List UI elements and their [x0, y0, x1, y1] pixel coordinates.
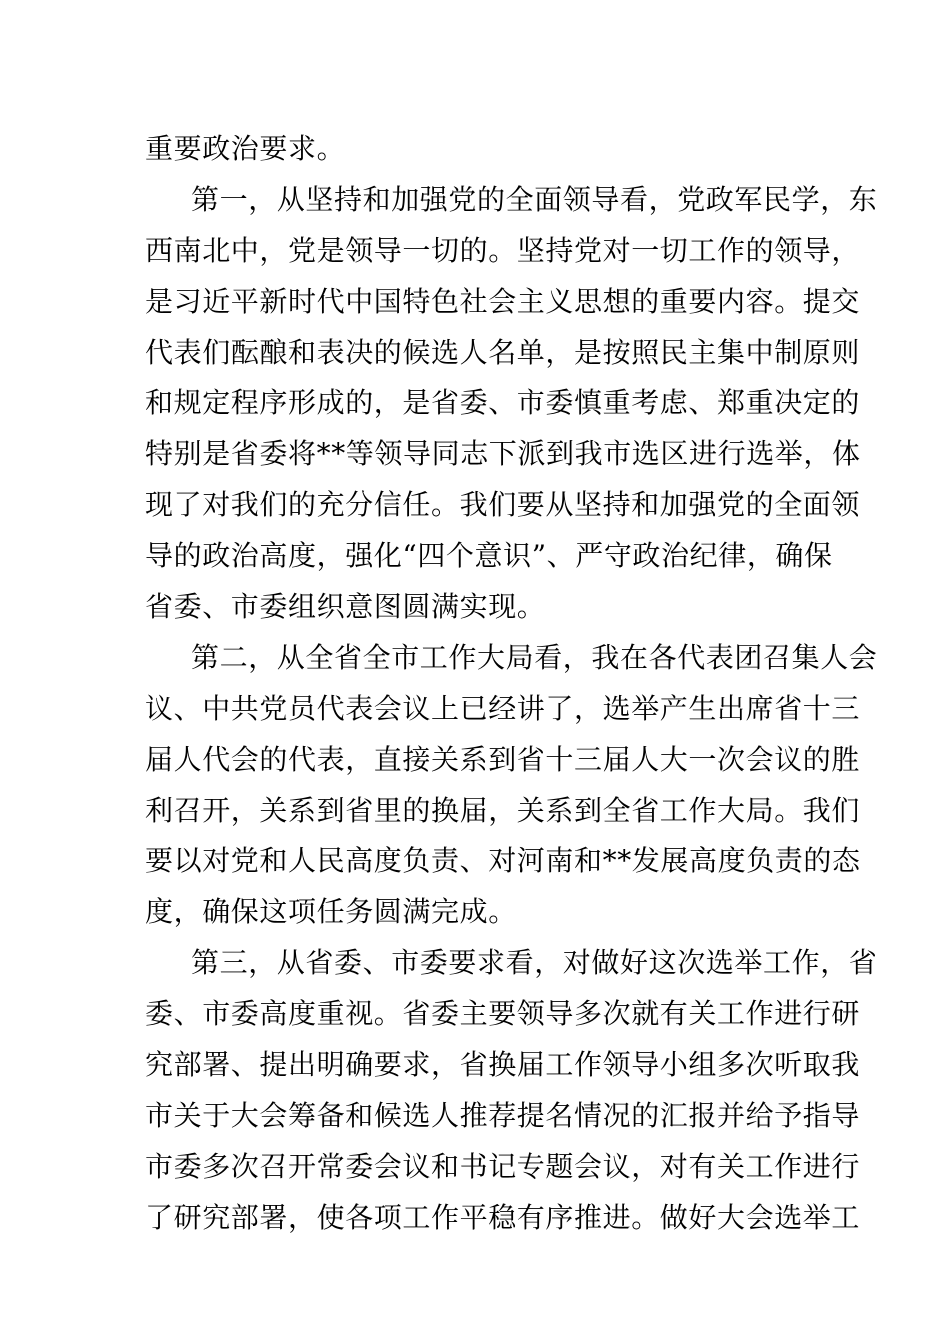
- text-line: 利召开，关系到省里的换届，关系到全省工作大局。我们: [145, 793, 861, 827]
- text-line: 和规定程序形成的，是省委、市委慎重考虑、郑重决定的: [145, 386, 861, 420]
- document-body: [145, 124, 878, 1244]
- text-line: 了研究部署，使各项工作平稳有序推进。做好大会选举工: [145, 1200, 861, 1234]
- text-line: 代表们酝酿和表决的候选人名单，是按照民主集中制原则: [145, 335, 861, 369]
- text-line: 第二，从全省全市工作大局看，我在各代表团召集人会: [191, 640, 878, 674]
- text-line: 究部署、提出明确要求，省换届工作领导小组多次听取我: [145, 1048, 861, 1082]
- text-line: 度，确保这项任务圆满完成。: [145, 895, 517, 929]
- text-line: 届人代会的代表，直接关系到省十三届人大一次会议的胜: [145, 742, 861, 776]
- text-line: 委、市委高度重视。省委主要领导多次就有关工作进行研: [145, 997, 861, 1031]
- text-line: 第一，从坚持和加强党的全面领导看，党政军民学，东: [191, 182, 878, 216]
- text-line: 要以对党和人民高度负责、对河南和**发展高度负责的态: [145, 844, 861, 878]
- text-line: 现了对我们的充分信任。我们要从坚持和加强党的全面领: [145, 488, 861, 522]
- text-line: 市关于大会筹备和候选人推荐提名情况的汇报并给予指导: [145, 1098, 861, 1132]
- text-line: 重要政治要求。: [145, 132, 346, 165]
- text-line: 导的政治高度，强化“四个意识”、严守政治纪律，确保: [145, 539, 833, 573]
- text-line: 是习近平新时代中国特色社会主义思想的重要内容。提交: [145, 284, 861, 318]
- text-line: 西南北中，党是领导一切的。坚持党对一切工作的领导，: [145, 233, 861, 267]
- text-line: 第三，从省委、市委要求看，对做好这次选举工作，省: [191, 946, 878, 980]
- text-line: 特别是省委将**等领导同志下派到我市选区进行选举，体: [145, 437, 861, 471]
- text-line: 议、中共党员代表会议上已经讲了，选举产生出席省十三: [145, 691, 861, 725]
- text-line: 市委多次召开常委会议和书记专题会议，对有关工作进行: [145, 1149, 861, 1183]
- text-line: 省委、市委组织意图圆满实现。: [145, 590, 546, 624]
